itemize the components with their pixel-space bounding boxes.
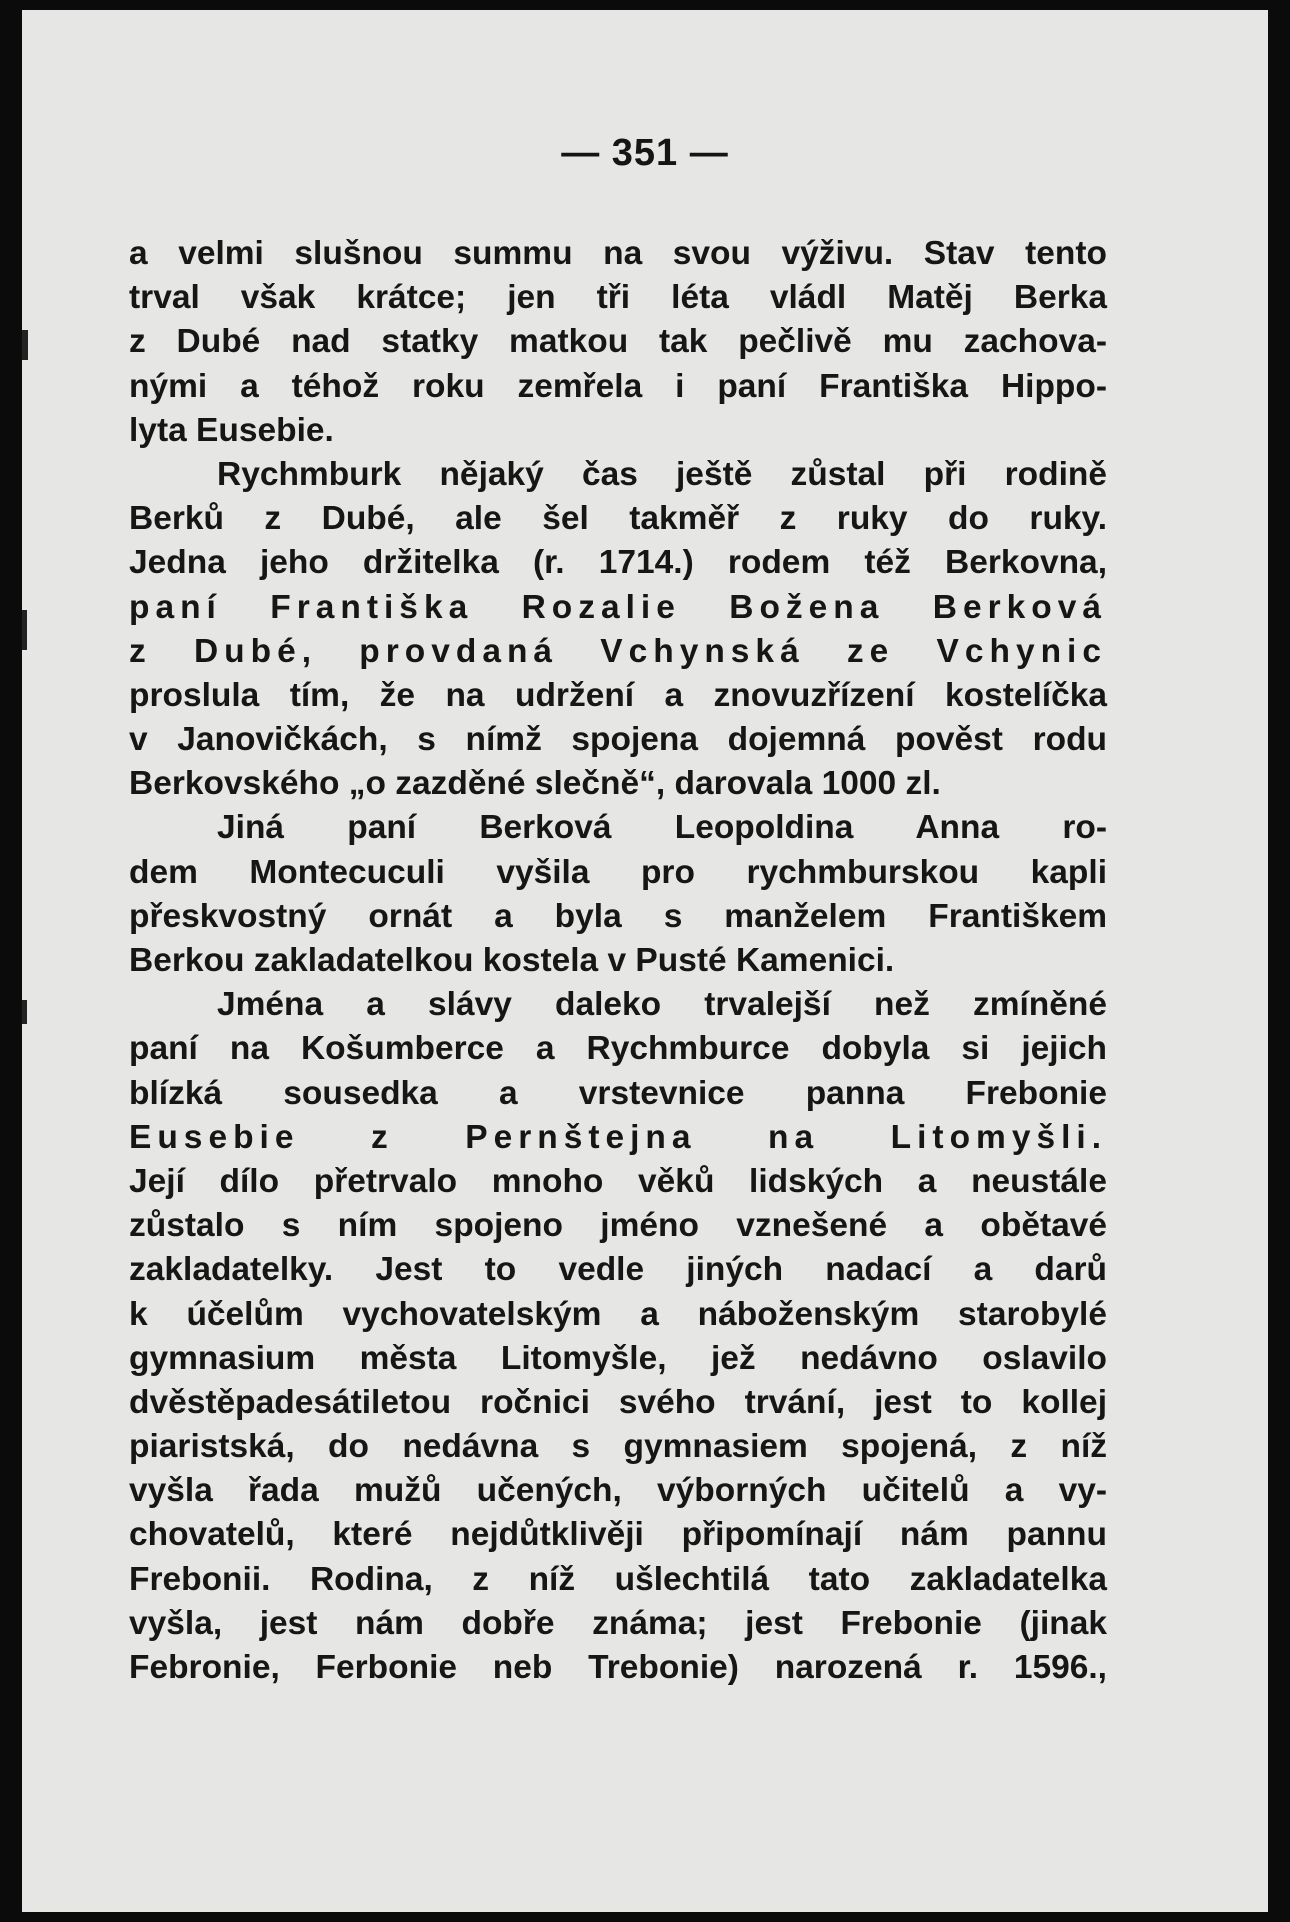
text-line: blízká sousedka a vrstevnice panna Frebonie	[129, 1074, 1107, 1112]
text-line: paní Františka Rozalie Božena Berková	[129, 588, 1107, 626]
text-line: Rychmburk nějaký čas ještě zůstal při rodině	[217, 455, 1107, 493]
text-line: Jedna jeho držitelka (r. 1714.) rodem též Berkovna,	[129, 544, 1107, 582]
text-line: a velmi slušnou summu na svou výživu. Stav tento	[129, 235, 1107, 272]
text-line: gymnasium města Litomyšle, jež nedávno oslavilo	[129, 1339, 1107, 1377]
text-line: Berků z Dubé, ale šel takměř z ruky do ruky.	[129, 500, 1107, 538]
text-line: Jiná paní Berková Leopoldina Anna ro-	[217, 809, 1107, 847]
book-page	[22, 10, 1268, 1912]
text-line: vyšla, jest nám dobře známa; jest Frebonie (jinak	[129, 1604, 1107, 1642]
text-line: Frebonii. Rodina, z níž ušlechtilá tato zakladatelka	[129, 1560, 1107, 1598]
text-line: nými a téhož roku zemřela i paní Františka Hippo-	[129, 367, 1107, 405]
margin-mark-middle	[22, 610, 27, 650]
text-line: v Janovičkách, s nímž spojena dojemná pověst rodu	[129, 721, 1107, 759]
margin-mark-top	[22, 330, 28, 360]
text-line: přeskvostný ornát a byla s manželem Františkem	[129, 897, 1107, 935]
page-number: — 351 —	[561, 132, 729, 174]
text-line: zakladatelky. Jest to vedle jiných nadací a darů	[129, 1251, 1107, 1289]
body-text	[129, 232, 1107, 1690]
text-line: z Dubé nad statky matkou tak pečlivě mu zachova-	[129, 323, 1107, 361]
text-line: Eusebie z Pernštejna na Litomyšli.	[129, 1118, 1107, 1156]
text-line: zůstalo s ním spojeno jméno vznešené a obětavé	[129, 1207, 1107, 1245]
text-line: Febronie, Ferbonie neb Trebonie) narozená r. 1596.,	[129, 1649, 1107, 1686]
text-line: trval však krátce; jen tři léta vládl Matěj Berka	[129, 279, 1107, 317]
margin-mark-lower	[22, 1000, 27, 1024]
text-line: Berkovského „o zazděné slečně“, darovala 1000 zl.	[129, 765, 941, 803]
text-line: dvěstěpadesátiletou ročnici svého trvání, jest to kollej	[129, 1383, 1107, 1421]
text-line: proslula tím, že na udržení a znovuzřízení kostelíčka	[129, 676, 1107, 714]
text-line: z Dubé, provdaná Vchynská ze Vchynic	[129, 632, 1107, 670]
text-line: piaristská, do nedávna s gymnasiem spojená, z níž	[129, 1428, 1107, 1466]
text-line: vyšla řada mužů učených, výborných učitelů a vy-	[129, 1472, 1107, 1510]
text-line: Její dílo přetrvalo mnoho věků lidských a neustále	[129, 1162, 1107, 1200]
text-line: paní na Košumberce a Rychmburce dobyla si jejich	[129, 1030, 1107, 1068]
text-line: Berkou zakladatelkou kostela v Pusté Kamenici.	[129, 942, 895, 979]
text-line: Jména a slávy daleko trvalejší než zmíněné	[217, 986, 1107, 1024]
text-line: k účelům vychovatelským a náboženským starobylé	[129, 1295, 1107, 1333]
text-line: lyta Eusebie.	[129, 411, 334, 449]
text-line: chovatelů, které nejdůtklivěji připomínají nám pannu	[129, 1516, 1107, 1554]
text-line: dem Montecuculi vyšila pro rychmburskou kapli	[129, 853, 1107, 891]
